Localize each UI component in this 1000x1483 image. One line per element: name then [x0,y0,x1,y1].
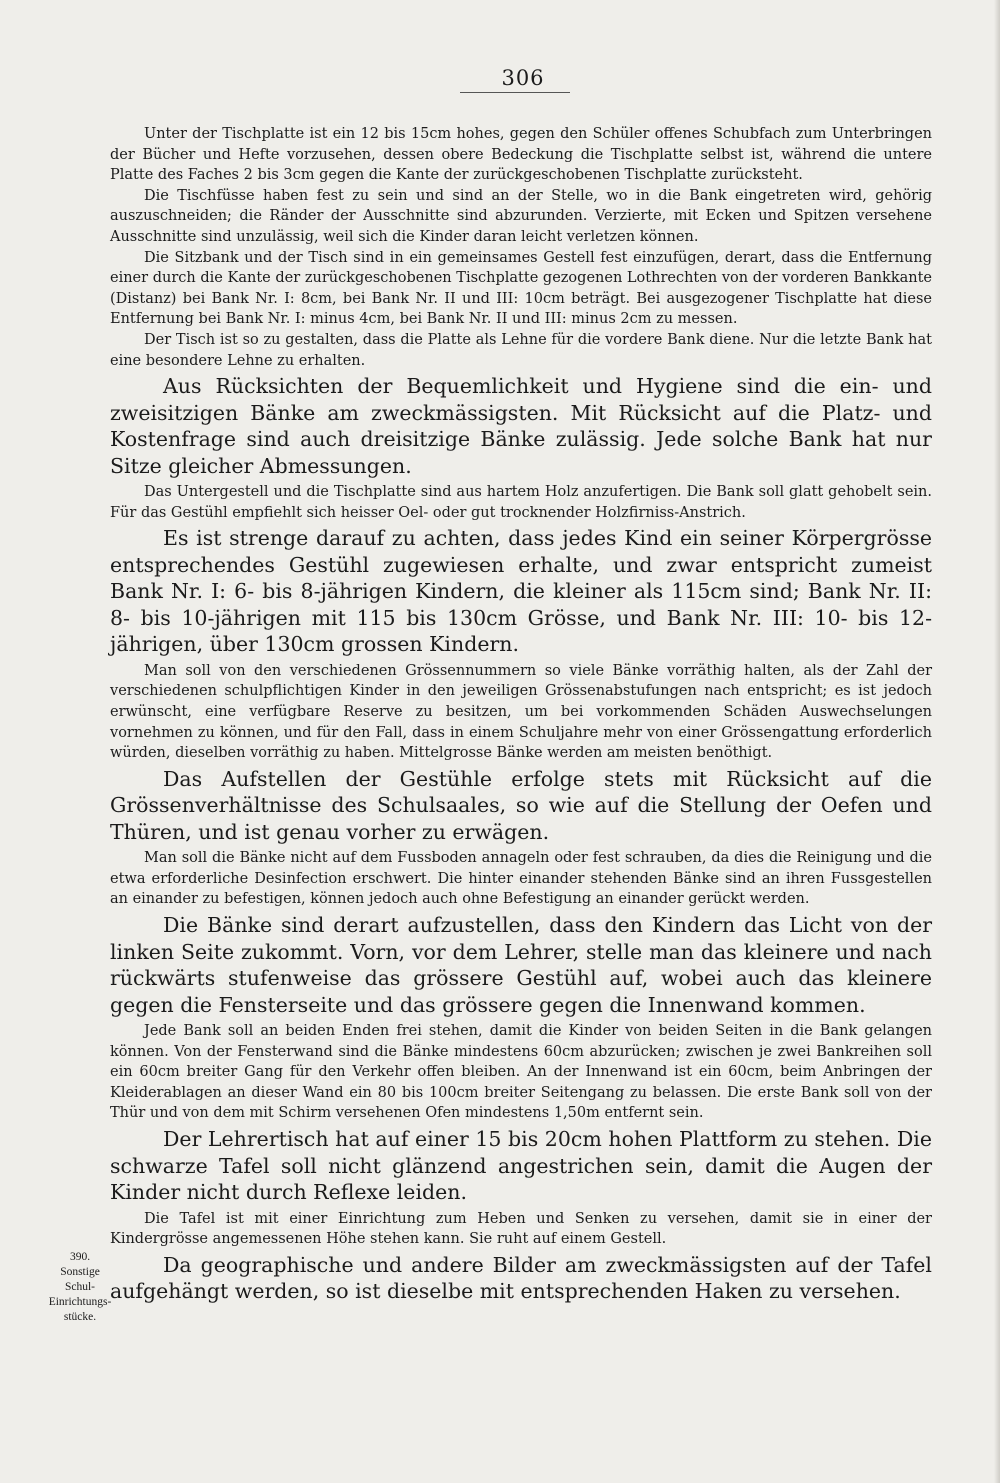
margin-note-line: Sonstige [60,1266,100,1278]
page-number: 306 [501,66,545,90]
paragraph-large: Die Bänke sind derart aufzustellen, dass den Kindern das Licht von der linken Seite zukommt. Vorn, vor dem Lehrer, stelle man das kleinere und nach rückwärts stufenweise das grössere Gestühl auf, wobei auch das kleinere gegen die Fensterseite und das grössere gegen die Innenwand kommen. [110,913,932,1017]
paragraph-small: Unter der Tischplatte ist ein 12 bis 15cm hohes, gegen den Schüler offenes Schubfach zum Unterbringen der Bücher und Hefte vorzusehen, dessen obere Bedeckung die Tischplatte selbst ist, während die untere Platte des Faches 2 bis 3cm gegen die Kante der zurückgeschobenen Tischplatte zurücksteht. [110,126,932,184]
page-edge-shadow [994,0,1000,1483]
margin-note-number: 390. [69,1251,91,1263]
paragraph-small: Man soll von den verschiedenen Grössennummern so viele Bänke vorräthig halten, als der Zahl der verschiedenen schulpflichtigen Kinder in den jeweiligen Grössenabstufungen nach entspricht; es ist jedoch erwünscht, eine verfügbare Reserve zu besitzen, um bei vorkommenden Schäden Auswechselungen vornehmen zu können, und für den Fall, dass in einem Schuljahre mehr von einer Grössengattung erforderlich würden, dieselben vorräthig zu haben. Mittelgrosse Bänke werden am meisten benöthigt. [110,662,932,762]
paragraph-large: Es ist strenge darauf zu achten, dass jedes Kind ein seiner Körpergrösse entsprechendes Gestühl zugewiesen erhalte, und zwar entspricht zumeist Bank Nr. I: 6- bis 8-jährigen Kindern, die kleiner als 115cm sind; Bank Nr. II: 8- bis 10-jährigen mit 115 bis 130cm Grösse, und Bank Nr. III: 10- bis 12-jährigen, über 130cm grossen Kindern. [110,526,932,657]
paragraph-large: Der Lehrertisch hat auf einer 15 bis 20cm hohen Plattform zu stehen. Die schwarze Tafel soll nicht glänzend angestrichen sein, damit die Augen der Kinder nicht durch Reflexe leiden. [110,1127,932,1205]
paragraph-small: Die Sitzbank und der Tisch sind in ein gemeinsames Gestell fest einzufügen, derart, dass die Entfernung einer durch die Kante der zurückgeschobenen Tischplatte gezogenen Lothrechten von der vorderen Bankkante (Distanz) bei Bank Nr. I: 8cm, bei Bank Nr. II und III: 10cm beträgt. Bei ausgezogener Tischplatte hat diese Entfernung bei Bank Nr. I: minus 4cm, bei Bank Nr. II und III: minus 2cm zu messen. [110,249,932,328]
paragraph-small: Jede Bank soll an beiden Enden frei stehen, damit die Kinder von beiden Seiten in die Bank gelangen können. Von der Fensterwand sind die Bänke mindestens 60cm abzurücken; zwischen je zwei Bankreihen soll ein 60cm breiter Gang für den Verkehr offen bleiben. An der Innenwand ist ein 60cm, beim Anbringen der Kleiderablagen an dieser Wand ein 80 bis 100cm breiter Seitengang zu belassen. Die erste Bank soll von der Thür und von dem mit Schirm versehenen Ofen mindestens 1,50m entfernt sein. [110,1023,932,1122]
paragraph-large: Da geographische und andere Bilder am zweckmässigsten auf der Tafel aufgehängt werden, so ist dieselbe mit entsprechenden Haken zu versehen. [110,1252,932,1304]
paragraph-small: Der Tisch ist so zu gestalten, dass die Platte als Lehne für die vordere Bank diene. Nur die letzte Bank hat eine besondere Lehne zu erhalten. [110,331,932,369]
paragraph-large: Aus Rücksichten der Bequemlichkeit und Hygiene sind die ein- und zweisitzigen Bänke am zweckmässigsten. Mit Rücksicht auf die Platz- und Kostenfrage sind auch dreisitzige Bänke zulässig. Jede solche Bank hat nur Sitze gleicher Abmessungen. [110,374,932,478]
page-number-rule [460,92,570,93]
paragraph-small: Man soll die Bänke nicht auf dem Fussboden annageln oder fest schrauben, da dies die Reinigung und die etwa erforderliche Desinfection erschwert. Die hinter einander stehenden Bänke sind an ihren Fussgestellen an einander zu befestigen, können jedoch auch ohne Befestigung an einander gerückt werden. [110,850,932,908]
paragraph-large: Das Aufstellen der Gestühle erfolge stets mit Rücksicht auf die Grössenverhältnisse des Schulsaales, so wie auf die Stellung der Oefen und Thüren, und ist genau vorher zu erwägen. [110,766,932,844]
paragraph-small: Das Untergestell und die Tischplatte sind aus hartem Holz anzufertigen. Die Bank soll glatt gehobelt sein. Für das Gestühl empfiehlt sich heisser Oel- oder gut trocknender Holzfirniss-Anstrich. [110,484,932,521]
paragraph-small: Die Tafel ist mit einer Einrichtung zum Heben und Senken zu versehen, damit sie in einer der Kindergrösse angemessenen Höhe stehen kann. Sie ruht auf einem Gestell. [110,1210,932,1248]
paragraph-small: Die Tischfüsse haben fest zu sein und sind an der Stelle, wo in die Bank eingetreten wird, gehörig auszuschneiden; die Ränder der Ausschnitte sind abzurunden. Verzierte, mit Ecken und Spitzen versehene Ausschnitte sind unzulässig, weil sich die Kinder daran leicht verletzen können. [110,187,932,245]
margin-note-line: stücke. [63,1311,97,1323]
page-body [110,124,932,1308]
margin-note-line: Schul- [64,1281,96,1293]
margin-note-line: Einrichtungs- [48,1296,112,1308]
margin-note [40,1250,120,1325]
